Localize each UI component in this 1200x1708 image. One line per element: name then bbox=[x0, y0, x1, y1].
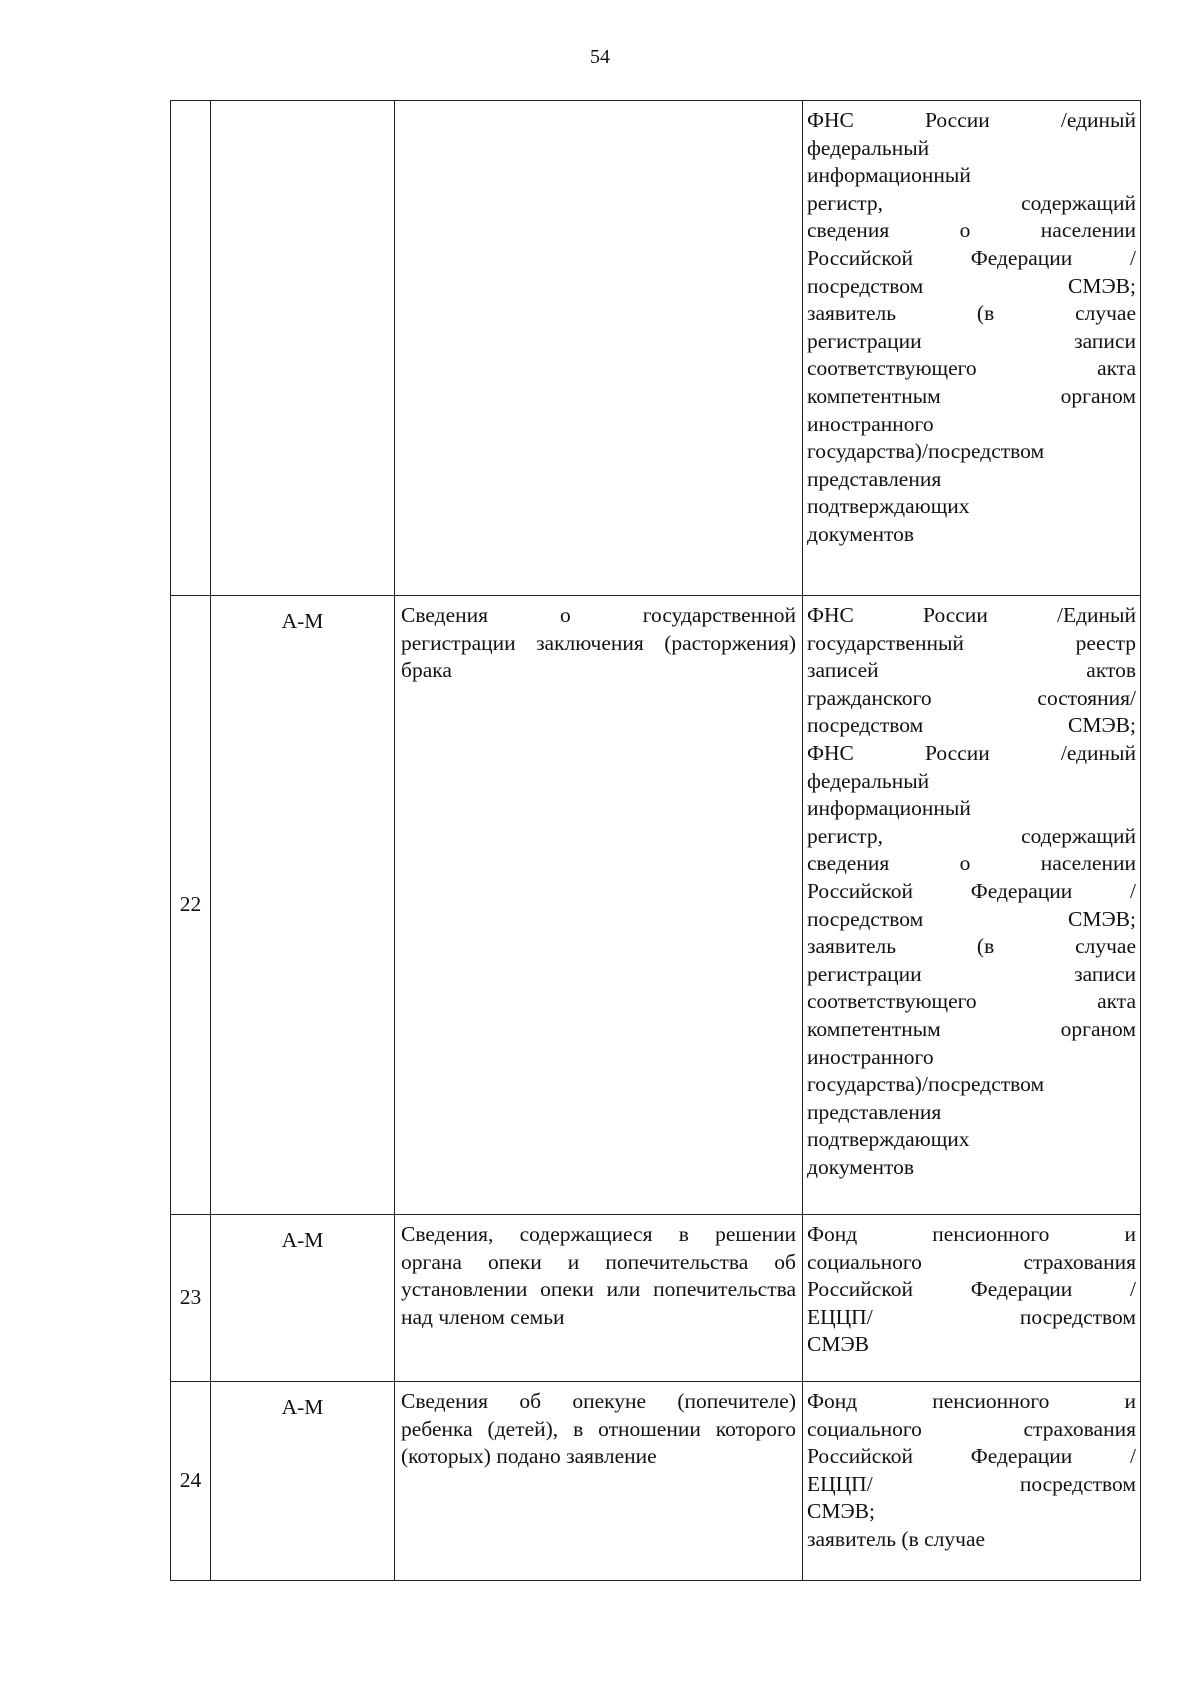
source-line: компетентным органом bbox=[807, 1016, 1136, 1041]
row-code-cell: А-М bbox=[211, 1382, 395, 1581]
source-line: заявитель (в случае bbox=[807, 1526, 986, 1551]
description-line: органа опеки и попечительства об bbox=[401, 1249, 796, 1274]
page-number: 54 bbox=[590, 46, 610, 68]
row-description-cell bbox=[395, 1215, 803, 1382]
document-table bbox=[170, 100, 1141, 1581]
source-line: социального страхования bbox=[807, 1416, 1136, 1441]
source-line: Фонд пенсионного и bbox=[807, 1222, 1136, 1246]
source-line: ФНС России /единый bbox=[807, 740, 1136, 765]
row-number-cell: 24 bbox=[171, 1382, 211, 1581]
source-line: Российской Федерации / bbox=[807, 878, 1136, 903]
source-line: информационный bbox=[807, 163, 971, 188]
source-line: регистр, содержащий bbox=[807, 190, 1136, 215]
source-line: заявитель (в случае bbox=[807, 934, 1136, 959]
source-line: ЕЦЦП/ посредством bbox=[807, 1304, 1136, 1329]
source-line: федеральный bbox=[807, 768, 930, 793]
source-line: компетентным органом bbox=[807, 383, 1136, 408]
source-line: иностранного bbox=[807, 411, 934, 436]
table-row bbox=[171, 101, 1141, 596]
source-line: регистр, содержащий bbox=[807, 823, 1136, 848]
source-line: документов bbox=[807, 521, 914, 546]
description-line: Сведения, содержащиеся в решении bbox=[401, 1222, 796, 1246]
table-row bbox=[171, 596, 1141, 1215]
row-code-cell bbox=[211, 101, 395, 596]
description-line: регистрации заключения (расторжения) bbox=[401, 630, 796, 655]
source-line: государства)/посредством bbox=[807, 1072, 1045, 1097]
description-line: над членом семьи bbox=[401, 1304, 565, 1329]
row-description-cell bbox=[395, 1382, 803, 1581]
description-line: брака bbox=[401, 658, 452, 683]
description-line: ребенка (детей), в отношении которого bbox=[401, 1416, 796, 1441]
description-line: Сведения об опекуне (попечителе) bbox=[401, 1389, 796, 1413]
table-row bbox=[171, 1382, 1141, 1581]
source-line: информационный bbox=[807, 796, 971, 821]
source-line: государственный реестр bbox=[807, 630, 1136, 655]
source-line: представления bbox=[807, 1099, 942, 1124]
row-source-cell bbox=[803, 101, 1141, 596]
source-line: иностранного bbox=[807, 1044, 934, 1069]
source-line: федеральный bbox=[807, 135, 930, 160]
source-line: сведения о населении bbox=[807, 851, 1136, 876]
row-code-cell: А-М bbox=[211, 1215, 395, 1382]
row-code-cell: А-М bbox=[211, 596, 395, 1215]
source-line: социального страхования bbox=[807, 1249, 1136, 1274]
source-line: СМЭВ; bbox=[807, 1499, 875, 1524]
source-line: регистрации записи bbox=[807, 328, 1136, 353]
description-line: установлении опеки или попечительства bbox=[401, 1277, 796, 1302]
description-line: Сведения о государственной bbox=[401, 603, 796, 627]
row-source-cell bbox=[803, 596, 1141, 1215]
row-description-cell bbox=[395, 596, 803, 1215]
source-line: соответствующего акта bbox=[807, 356, 1136, 381]
source-line: ФНС России /Единый bbox=[807, 603, 1136, 627]
source-line: подтверждающих bbox=[807, 1127, 970, 1152]
source-line: документов bbox=[807, 1154, 914, 1179]
source-line: СМЭВ bbox=[807, 1332, 869, 1357]
source-line: посредством СМЭВ; bbox=[807, 713, 1136, 738]
source-line: ФНС России /единый bbox=[807, 108, 1136, 132]
source-line: Российской Федерации / bbox=[807, 1444, 1136, 1469]
source-line: Российской Федерации / bbox=[807, 245, 1136, 270]
source-line: подтверждающих bbox=[807, 494, 970, 519]
description-line: (которых) подано заявление bbox=[401, 1444, 657, 1469]
source-line: ЕЦЦП/ посредством bbox=[807, 1471, 1136, 1496]
table-row bbox=[171, 1215, 1141, 1382]
source-line: гражданского состояния/ bbox=[807, 685, 1136, 710]
source-line: записей актов bbox=[807, 658, 1136, 683]
source-line: заявитель (в случае bbox=[807, 301, 1136, 326]
row-source-cell bbox=[803, 1215, 1141, 1382]
source-line: государства)/посредством bbox=[807, 439, 1045, 464]
source-line: сведения о населении bbox=[807, 218, 1136, 243]
source-line: посредством СМЭВ; bbox=[807, 273, 1136, 298]
row-number-cell: 22 bbox=[171, 596, 211, 1215]
source-line: соответствующего акта bbox=[807, 989, 1136, 1014]
source-line: Фонд пенсионного и bbox=[807, 1389, 1136, 1413]
row-number-cell: 23 bbox=[171, 1215, 211, 1382]
source-line: Российской Федерации / bbox=[807, 1277, 1136, 1302]
source-line: представления bbox=[807, 466, 942, 491]
source-line: регистрации записи bbox=[807, 961, 1136, 986]
row-description-cell bbox=[395, 101, 803, 596]
row-number-cell bbox=[171, 101, 211, 596]
source-line: посредством СМЭВ; bbox=[807, 906, 1136, 931]
row-source-cell bbox=[803, 1382, 1141, 1581]
